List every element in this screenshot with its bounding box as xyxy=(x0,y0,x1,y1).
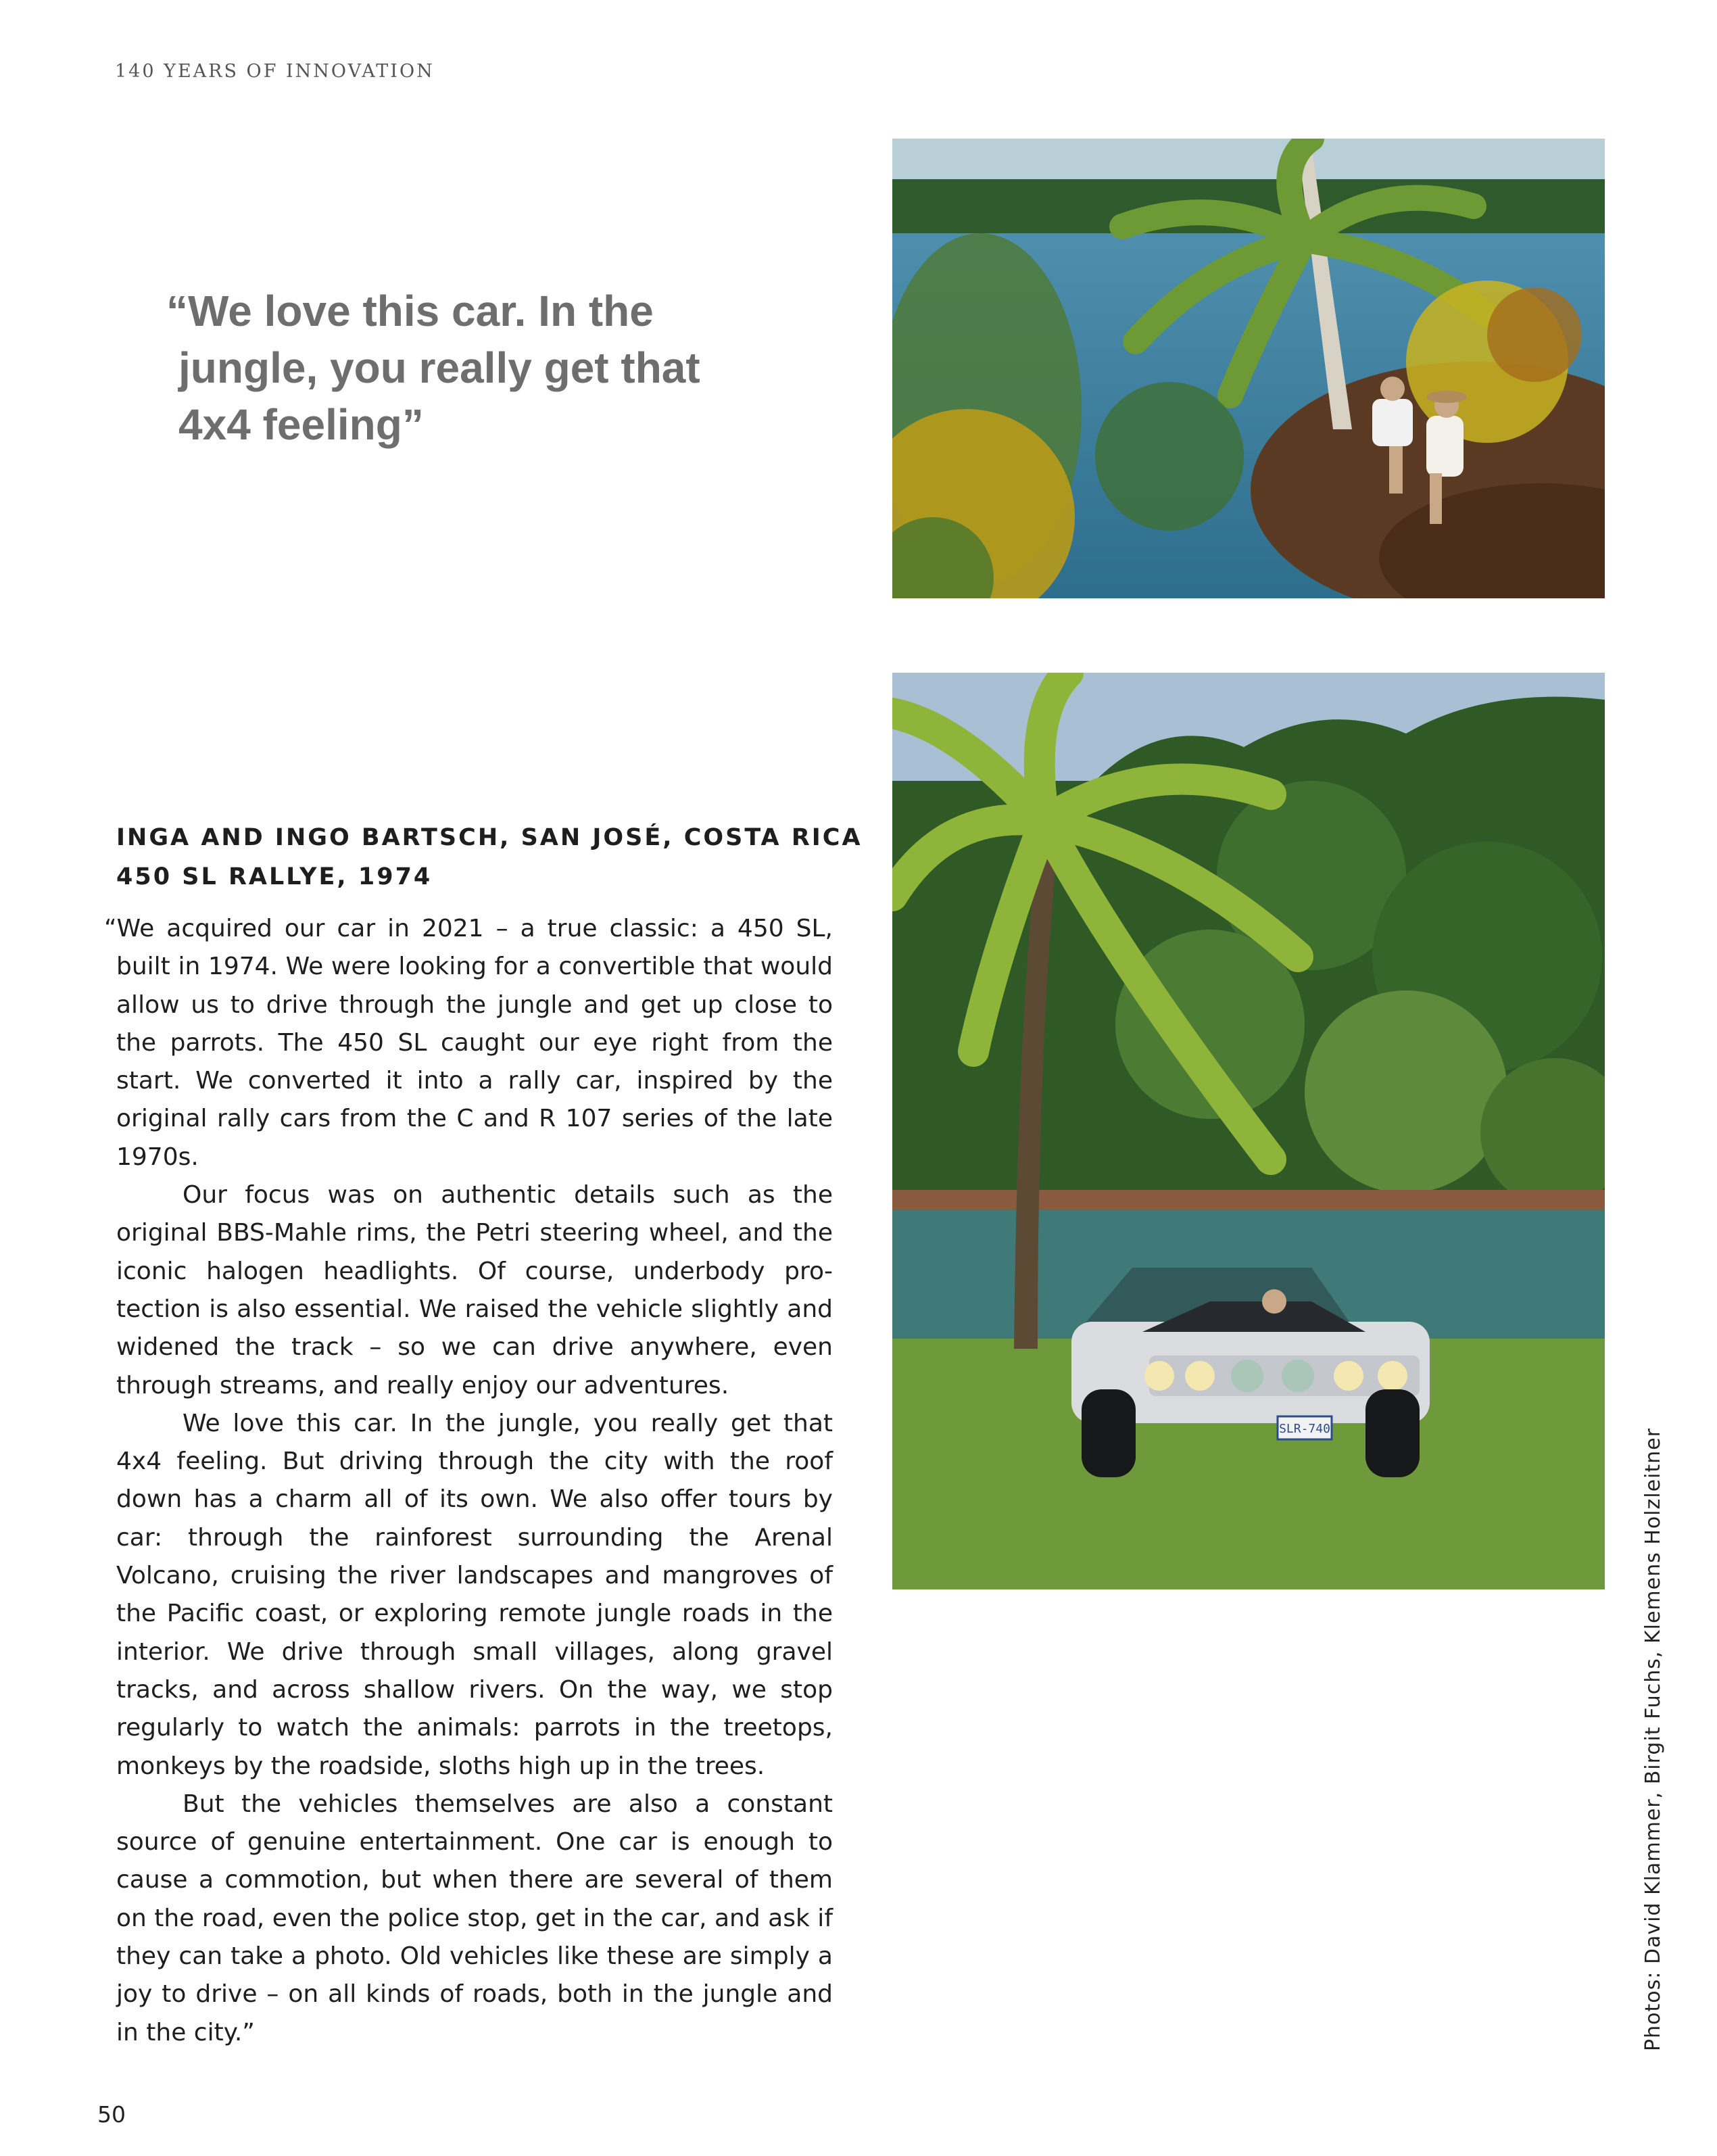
pull-quote xyxy=(166,283,775,453)
owner-names: INGA AND INGO BARTSCH, SAN JOSÉ, COSTA RICA xyxy=(116,824,863,851)
running-head: 140 YEARS OF INNOVATION xyxy=(115,61,435,82)
photo-credit: Photos: David Klammer, Birgit Fuchs, Klemens Holzleitner xyxy=(1641,1428,1665,2051)
article-heading xyxy=(116,818,863,896)
car-model: 450 SL RALLYE, 1974 xyxy=(116,863,433,890)
couple-palm-photo xyxy=(892,139,1605,598)
body-paragraph: We love this car. In the jungle, you really get that 4x4 feeling. But driving through the city with the roof down has a charm all of its own. We also offer tours by car: through the rainforest surrounding the Arenal Volcano, cruising the river landscapes and mangroves of the Pacific coast, or exploring remote jungle roads in the interior. We drive through small villages, along gravel tracks, and across shallow rivers. On the way, we stop regularly to watch the animals: parrots in the treetops, monkeys by the roadside, sloths high up in the trees. xyxy=(116,1409,833,1780)
pull-quote-line: “We love this car. In the xyxy=(166,287,654,335)
body-paragraph: “We acquired our car in 2021 – a true classic: a 450 SL, built in 1974. We were looking for a convertible that would allow us to drive through the jungle and get up close to the parrots. The 450 SL caught our eye right from the start. We converted it into a rally car, inspired by the original rally cars from the C and R 107 series of the late 1970s. xyxy=(104,915,833,1171)
page-number: 50 xyxy=(97,2101,126,2128)
pull-quote-line: jungle, you really get that xyxy=(178,343,700,392)
body-paragraph: But the vehicles themselves are also a constant source of genuine entertainment. One car is enough to cause a commotion, but when there are several of them on the road, even the police stop, get in the car, and ask if they can take a photo. Old vehicles like these are simply a joy to drive – on all kinds of roads, both in the jungle and in the city.” xyxy=(116,1790,833,2046)
body-paragraph: Our focus was on authentic details such as the original BBS-Mahle rims, the Petri steering wheel, and the iconic halogen headlights. Of course, underbody protection is also essential. We raised the vehicle slightly and widened the track – so we can drive anywhere, even through streams, and really enjoy our adventures. xyxy=(116,1181,833,1399)
rally-car-photo xyxy=(892,673,1605,1589)
article-body xyxy=(104,910,833,2052)
license-plate: SLR-740 xyxy=(1279,1422,1330,1436)
pull-quote-line: 4x4 feeling” xyxy=(178,400,424,449)
